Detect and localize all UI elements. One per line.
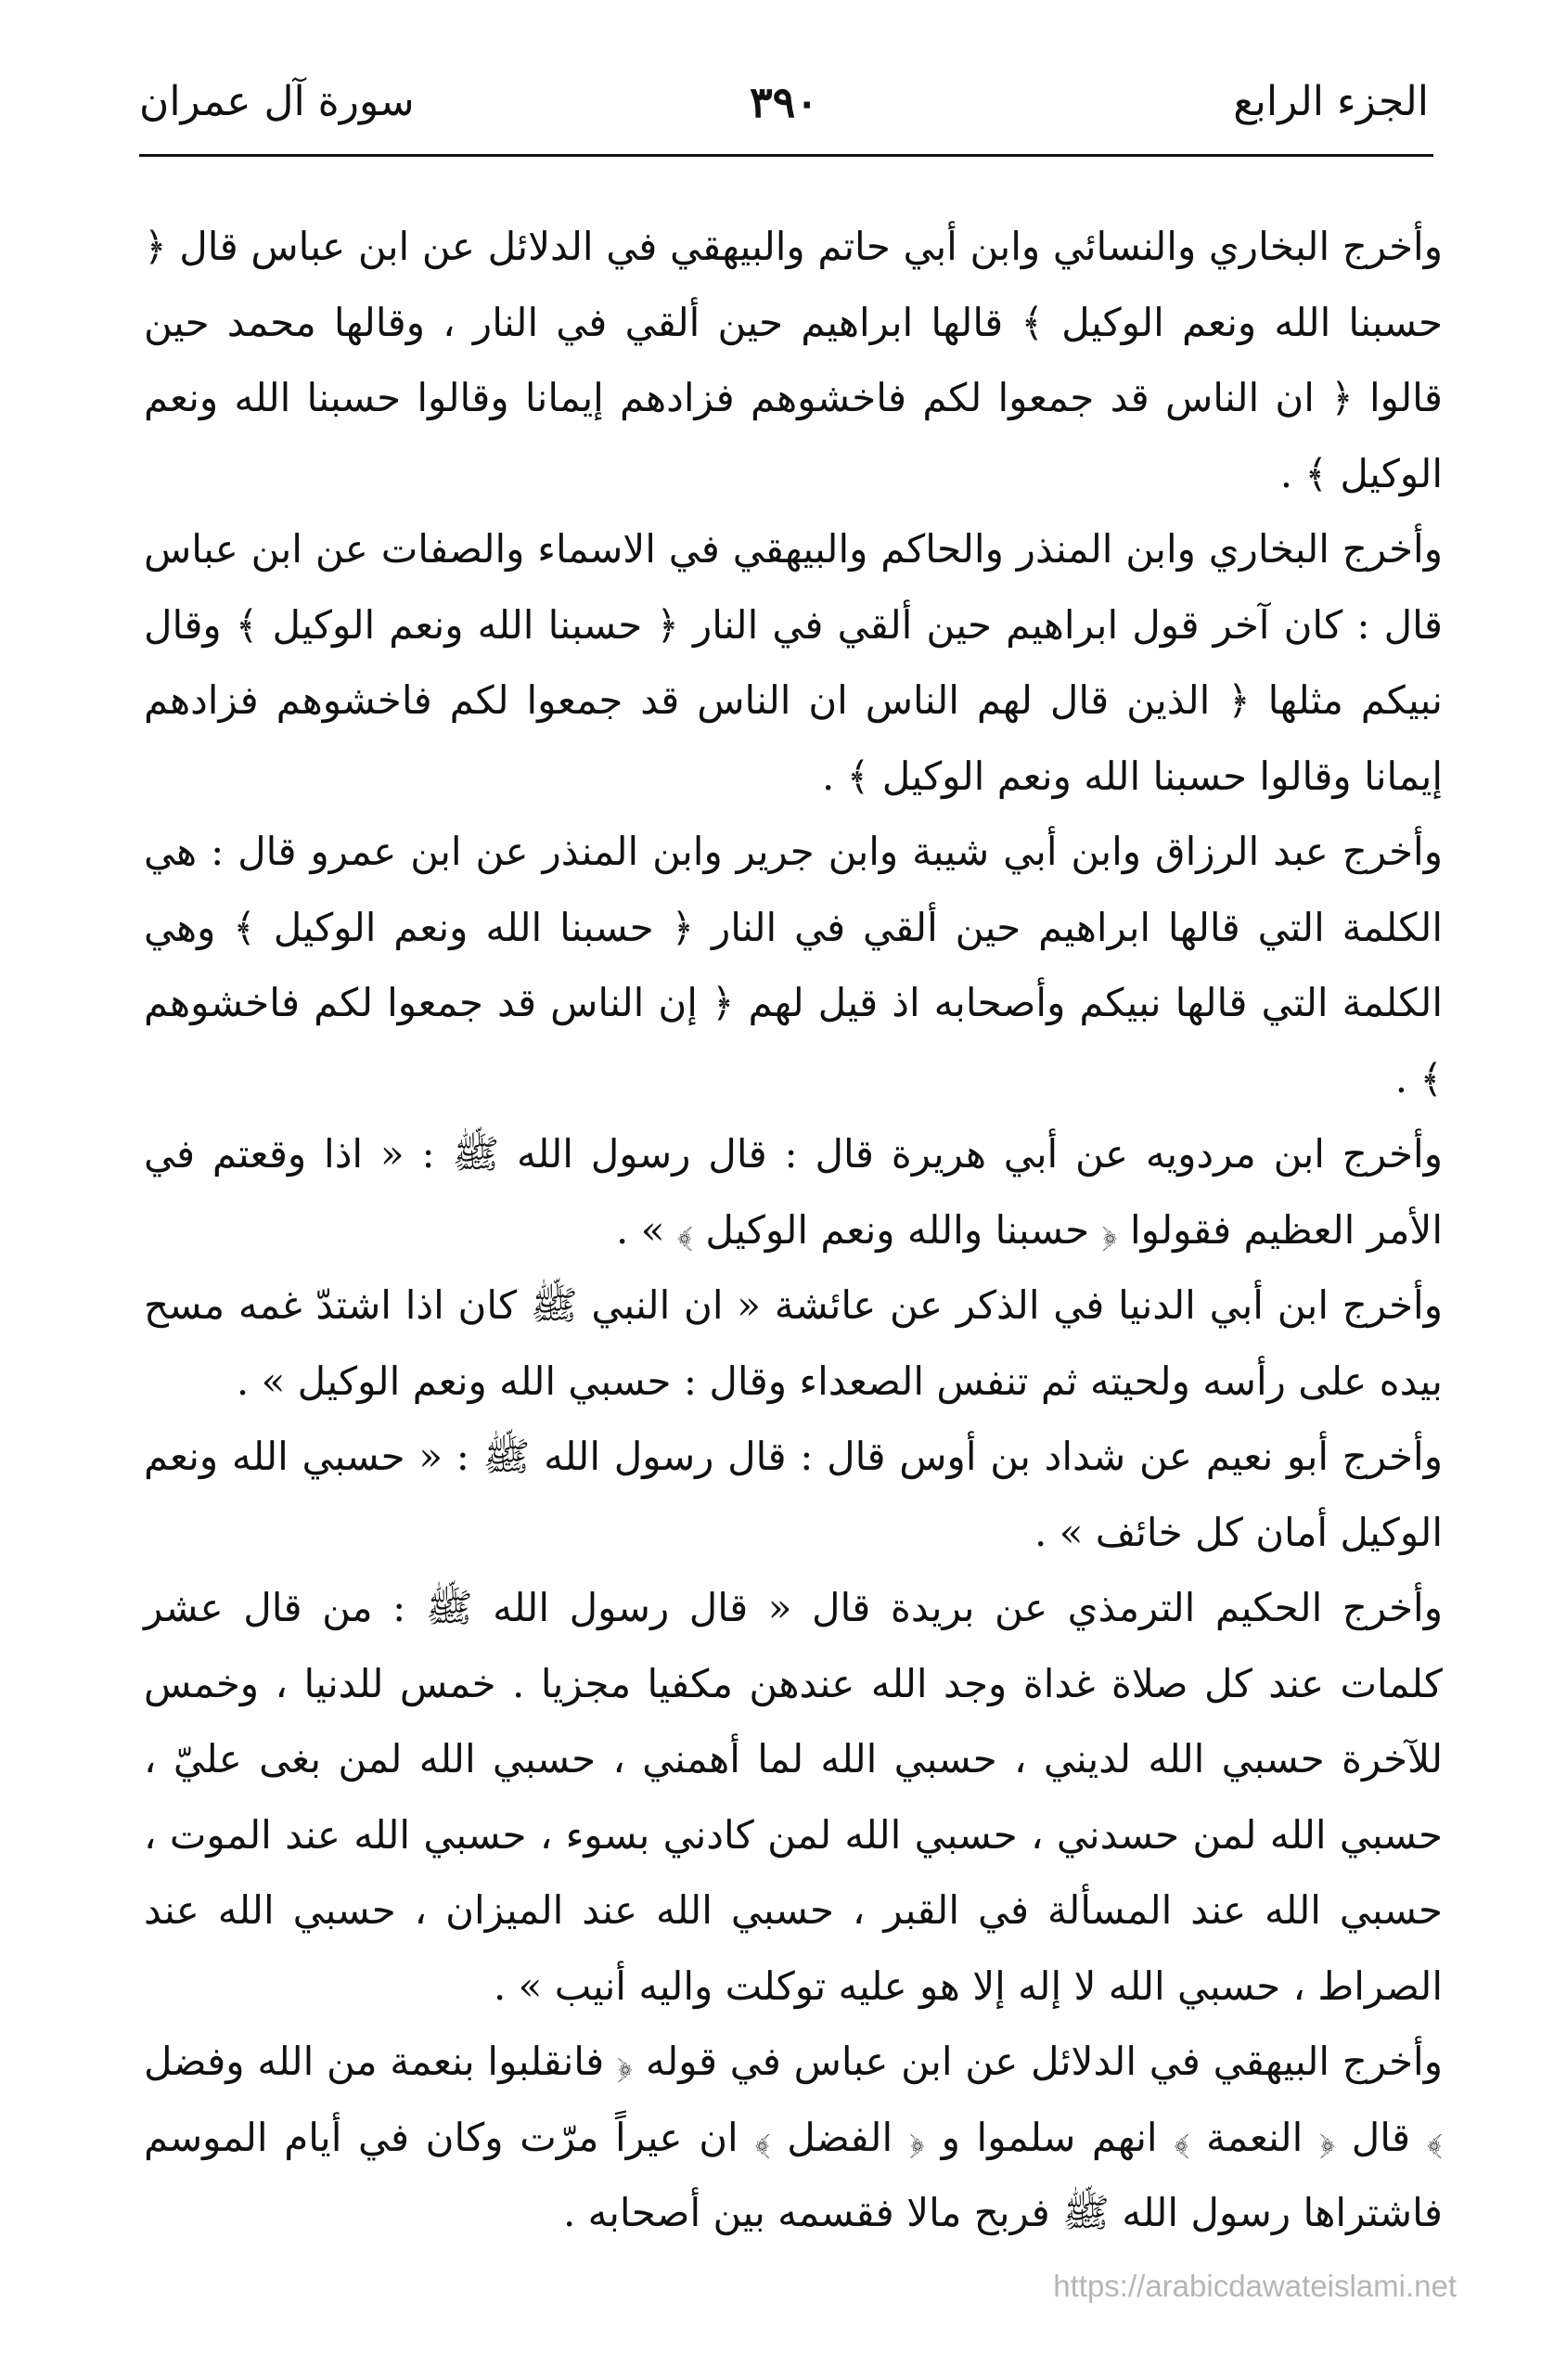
paragraph: وأخرج ابن أبي الدنيا في الذكر عن عائشة « ان النبي ﷺ كان اذا اشتدّ غمه مسح بيده على رأسه ولحيته ثم تنفس الصعداء وقال : حسبي الله ونعم الوكيل » . xyxy=(144,1282,1443,1404)
page-header xyxy=(139,65,1429,139)
paragraph: وأخرج البيهقي في الدلائل عن ابن عباس في قوله ﴿ فانقلبوا بنعمة من الله وفضل ﴾ قال ﴿ النعمة ﴾ انهم سلموا و ﴿ الفضل ﴾ ان عيراً مرّت وكان في أيام الموسم فاشتراها رسول الله ﷺ فربح مالا فقسمه بين أصحابه . xyxy=(144,2039,1443,2235)
source-watermark: https://arabicdawateislami.net xyxy=(1053,2269,1457,2303)
paragraph: وأخرج الحكيم الترمذي عن بريدة قال « قال رسول الله ﷺ : من قال عشر كلمات عند كل صلاة غداة وجد الله عندهن مكفيا مجزيا . خمس للدنيا ، وخمس للآخرة حسبي الله لديني ، حسبي الله لما أهمني ، حسبي الله لمن بغى عليّ ، حسبي الله لمن حسدني ، حسبي الله لمن كادني بسوء ، حسبي الله عند الموت ، حسبي الله عند المسألة في القبر ، حسبي الله عند الميزان ، حسبي الله عند الصراط ، حسبي الله لا إله إلا هو عليه توكلت واليه أنيب » . xyxy=(144,1585,1443,2009)
surah-title: سورة آل عمران xyxy=(139,78,415,125)
page-body xyxy=(144,209,1443,2251)
paragraph: وأخرج البخاري والنسائي وابن أبي حاتم والبيهقي في الدلائل عن ابن عباس قال ﴿ حسبنا الله ونعم الوكيل ﴾ قالها ابراهيم حين ألقي في النار ، وقالها محمد حين قالوا ﴿ ان الناس قد جمعوا لكم فاخشوهم فزادهم إيمانا وقالوا حسبنا الله ونعم الوكيل ﴾ . xyxy=(144,224,1444,496)
part-title: الجزء الرابع xyxy=(1233,78,1429,125)
header-divider xyxy=(139,154,1433,157)
paragraph: وأخرج ابن مردويه عن أبي هريرة قال : قال رسول الله ﷺ : « اذا وقعتم في الأمر العظيم فقولوا ﴿ حسبنا والله ونعم الوكيل ﴾ » . xyxy=(144,1131,1443,1253)
page-number: ٣٩٠ xyxy=(749,77,819,127)
paragraph: وأخرج البخاري وابن المنذر والحاكم والبيهقي في الاسماء والصفات عن ابن عباس قال : كان آخر قول ابراهيم حين ألقي في النار ﴿ حسبنا الله ونعم الوكيل ﴾ وقال نبيكم مثلها ﴿ الذين قال لهم الناس ان الناس قد جمعوا لكم فاخشوهم فزادهم إيمانا وقالوا حسبنا الله ونعم الوكيل ﴾ . xyxy=(144,526,1443,799)
paragraph: وأخرج أبو نعيم عن شداد بن أوس قال : قال رسول الله ﷺ : « حسبي الله ونعم الوكيل أمان كل خائف » . xyxy=(144,1434,1443,1555)
paragraph: وأخرج عبد الرزاق وابن أبي شيبة وابن جرير وابن المنذر عن ابن عمرو قال : هي الكلمة التي قالها ابراهيم حين ألقي في النار ﴿ حسبنا الله ونعم الوكيل ﴾ وهي الكلمة التي قالها نبيكم وأصحابه اذ قيل لهم ﴿ إن الناس قد جمعوا لكم فاخشوهم ﴾ . xyxy=(144,829,1443,1101)
